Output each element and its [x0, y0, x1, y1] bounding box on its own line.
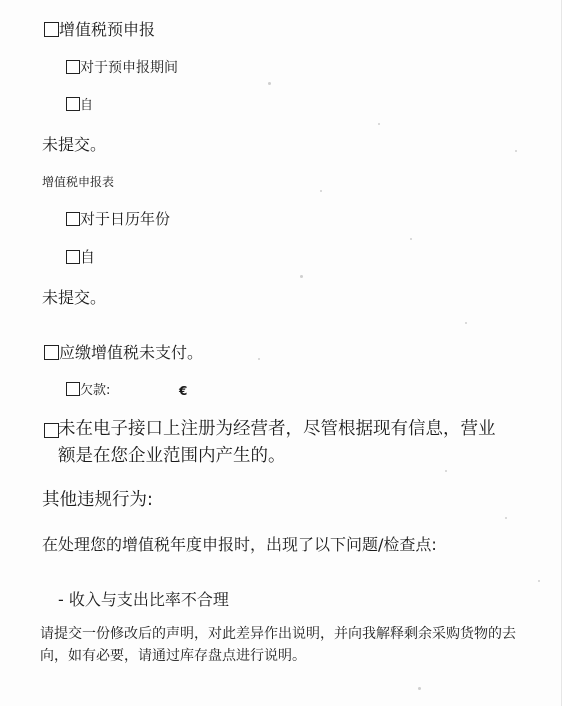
vat-unpaid-checkbox[interactable]	[44, 345, 59, 360]
return-from-item	[66, 248, 95, 266]
request-text: 请提交一份修改后的声明，对此差异作出说明，并向我解释剩余采购货物的去向，如有必要，请通过库存盘点进行说明。	[40, 626, 516, 664]
vat-prepayment-title: 增值税预申报	[59, 20, 156, 39]
scan-speck	[505, 517, 507, 519]
other-violations-intro: 在处理您的增值税年度申报时，出现了以下问题/检查点:	[42, 535, 437, 554]
vat-prepayment-item	[44, 20, 155, 39]
vat-prepayment-checkbox[interactable]	[44, 22, 59, 37]
arrears-currency: €	[179, 384, 188, 398]
prepayment-period-label: 对于预申报期间	[80, 60, 178, 76]
registration-checkbox[interactable]	[44, 423, 59, 438]
arrears-checkbox[interactable]	[66, 382, 80, 396]
scan-speck	[410, 238, 412, 240]
scan-speck	[300, 275, 303, 278]
vat-unpaid-label: 应缴增值税未支付。	[59, 343, 204, 362]
vat-unpaid-item	[44, 343, 203, 362]
scan-speck	[465, 322, 467, 324]
return-period-item	[66, 210, 170, 228]
registration-checkbox-wrap	[44, 421, 59, 440]
return-from-label: 自	[80, 248, 96, 266]
prepayment-period-checkbox[interactable]	[66, 60, 80, 74]
issue-item: - 收入与支出比率不合理	[58, 590, 229, 609]
prepayment-from-checkbox[interactable]	[66, 97, 80, 111]
scan-speck	[268, 82, 271, 85]
scan-speck	[538, 580, 540, 582]
prepayment-from-label: 自	[80, 98, 94, 113]
scan-speck	[515, 150, 517, 152]
scan-speck	[378, 123, 380, 125]
return-period-label: 对于日历年份	[80, 210, 171, 228]
scan-speck	[418, 687, 421, 690]
return-status: 未提交。	[42, 288, 107, 307]
prepayment-period-item	[66, 60, 178, 77]
prepayment-from-item	[66, 97, 93, 114]
arrears-item	[66, 382, 110, 399]
scan-speck	[445, 470, 447, 472]
return-from-checkbox[interactable]	[66, 250, 80, 264]
prepayment-status: 未提交。	[42, 135, 107, 154]
vat-return-title: 增值税申报表	[42, 175, 115, 189]
scan-speck	[320, 190, 322, 192]
return-period-checkbox[interactable]	[66, 212, 80, 226]
arrears-label: 欠款:	[80, 383, 111, 398]
registration-text: 未在电子接口上注册为经营者，尽管根据现有信息，营业额是在您企业范围内产生的。	[58, 419, 496, 467]
scan-speck	[258, 358, 260, 360]
other-violations-heading: 其他违规行为:	[42, 490, 153, 510]
